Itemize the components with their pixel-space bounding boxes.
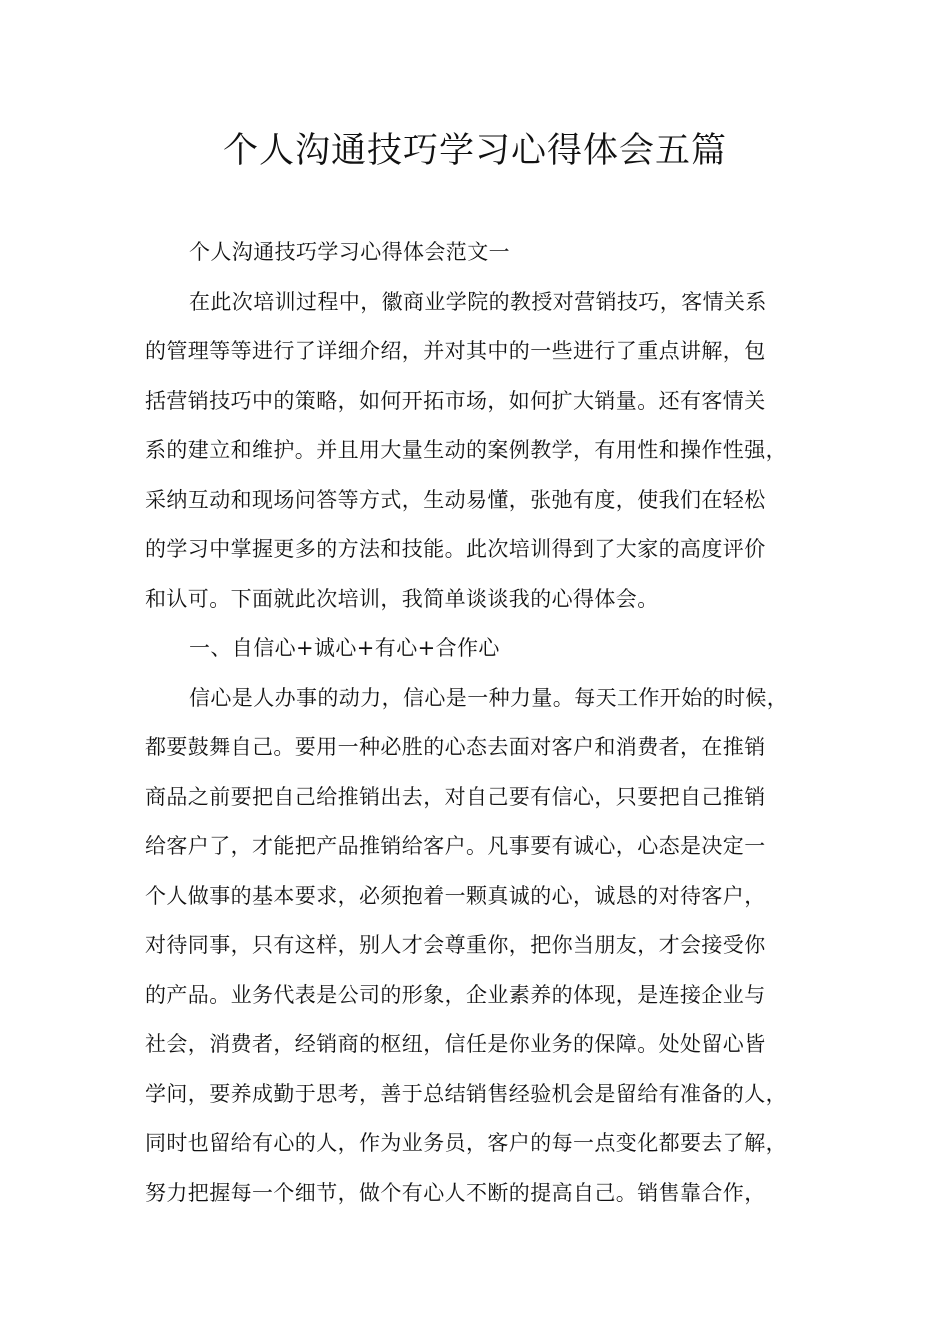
text-line: 学问，要养成勤于思考，善于总结销售经验机会是留给有准备的人， <box>145 1081 787 1106</box>
text-line: 个人沟通技巧学习心得体会范文一 <box>189 240 510 264</box>
text-line: 括营销技巧中的策略，如何开拓市场，如何扩大销量。还有客情关 <box>145 388 766 413</box>
text-line: 和认可。下面就此次培训，我简单谈谈我的心得体会。 <box>145 586 659 611</box>
text-line: 都要鼓舞自己。要用一种必胜的心态去面对客户和消费者，在推销 <box>145 735 766 759</box>
text-line: 同时也留给有心的人，作为业务员，客户的每一点变化都要去了解， <box>145 1131 787 1155</box>
text-line: 努力把握每一个细节，做个有心人不断的提高自己。销售靠合作， <box>145 1180 766 1205</box>
text-line: 个人做事的基本要求，必须抱着一颗真诚的心，诚恳的对待客户， <box>145 883 766 908</box>
text-line: 的产品。业务代表是公司的形象，企业素养的体现，是连接企业与 <box>145 982 766 1007</box>
text-line: 系的建立和维护。并且用大量生动的案例教学，有用性和操作性强， <box>145 438 787 462</box>
text-line: 一、自信心+诚心+有心+合作心 <box>189 636 500 660</box>
text-line: 在此次培训过程中，徽商业学院的教授对营销技巧，客情关系 <box>189 289 767 314</box>
document-body <box>145 228 825 1218</box>
text-line: 商品之前要把自己给推销出去，对自己要有信心，只要把自己推销 <box>145 784 766 809</box>
text-line: 信心是人办事的动力，信心是一种力量。每天工作开始的时候， <box>189 685 789 710</box>
text-line: 给客户了，才能把产品推销给客户。凡事要有诚心，心态是决定一 <box>145 834 766 858</box>
text-line: 的学习中掌握更多的方法和技能。此次培训得到了大家的高度评价 <box>145 537 766 561</box>
text-line: 采纳互动和现场问答等方式，生动易懂，张弛有度，使我们在轻松 <box>145 487 766 512</box>
document-title: 个人沟通技巧学习心得体会五篇 <box>222 131 727 171</box>
text-line: 的管理等等进行了详细介绍，并对其中的一些进行了重点讲解，包 <box>145 339 766 363</box>
text-line: 社会，消费者，经销商的枢纽，信任是你业务的保障。处处留心皆 <box>145 1032 766 1056</box>
text-line: 对待同事，只有这样，别人才会尊重你，把你当朋友，才会接受你 <box>145 933 766 957</box>
